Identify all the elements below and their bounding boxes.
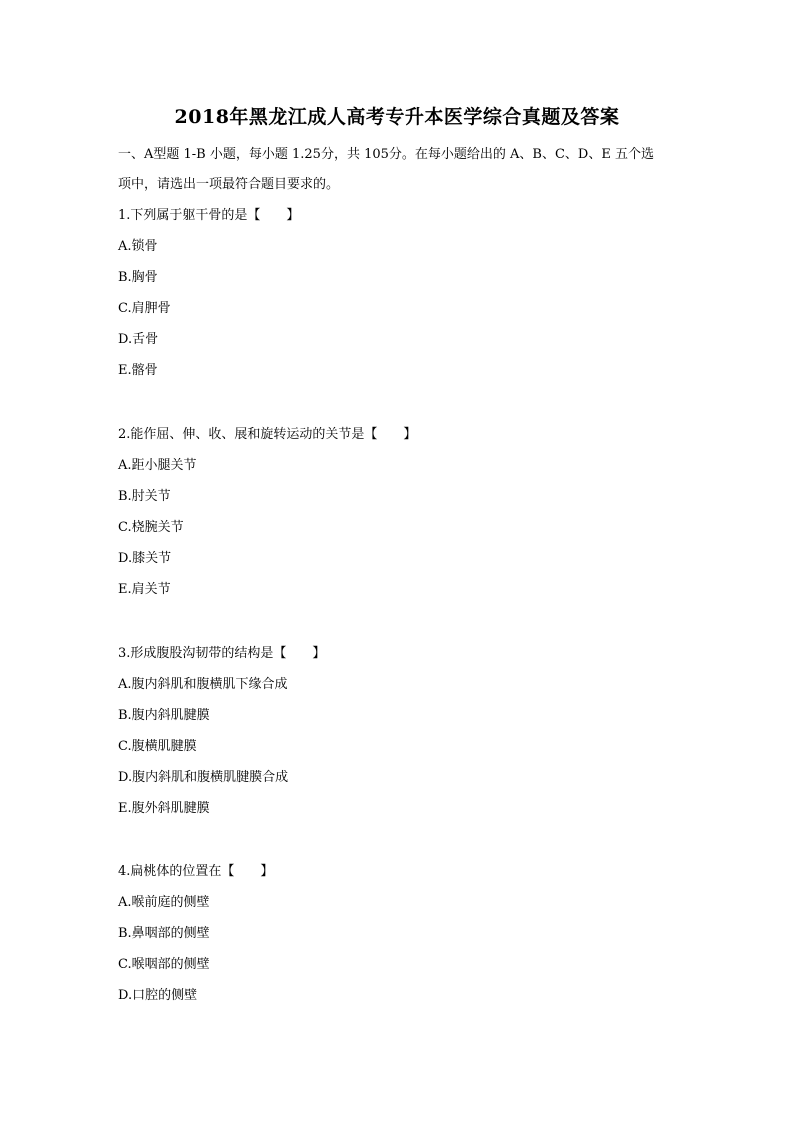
option-b: B.腹内斜肌腱膜 bbox=[118, 708, 210, 723]
question-stem: 3.形成腹股沟韧带的结构是【 】 bbox=[118, 646, 326, 661]
option-b: B.肘关节 bbox=[118, 489, 171, 504]
option-c: C.喉咽部的侧壁 bbox=[118, 957, 210, 972]
option-e: E.腹外斜肌腱膜 bbox=[118, 801, 210, 816]
document-title: 2018年黑龙江成人高考专升本医学综合真题及答案 bbox=[174, 106, 620, 128]
intro-line-2: 项中，请选出一项最符合题目要求的。 bbox=[118, 177, 340, 192]
question-1 bbox=[118, 200, 299, 386]
option-d: D.口腔的侧壁 bbox=[118, 988, 198, 1003]
option-a: A.喉前庭的侧壁 bbox=[118, 895, 210, 910]
option-c: C.腹横肌腱膜 bbox=[118, 739, 197, 754]
option-c: C.桡腕关节 bbox=[118, 520, 184, 535]
option-d: D.腹内斜肌和腹横肌腱膜合成 bbox=[118, 770, 289, 785]
option-e: E.髂骨 bbox=[118, 363, 158, 378]
question-2 bbox=[118, 419, 416, 605]
option-e: E.肩关节 bbox=[118, 582, 171, 597]
option-a: A.腹内斜肌和腹横肌下缘合成 bbox=[118, 677, 288, 692]
option-a: A.距小腿关节 bbox=[118, 458, 197, 473]
option-a: A.锁骨 bbox=[118, 239, 158, 254]
question-stem: 4.扁桃体的位置在【 】 bbox=[118, 864, 274, 879]
option-b: B.胸骨 bbox=[118, 270, 158, 285]
option-b: B.鼻咽部的侧壁 bbox=[118, 926, 210, 941]
intro-line-1: 一、A型题 1-B 小题，每小题 1.25分，共 105分。在每小题给出的 A、B、C、D、E 五个选 bbox=[118, 147, 654, 162]
question-4 bbox=[118, 856, 273, 1011]
option-c: C.肩胛骨 bbox=[118, 301, 171, 316]
option-d: D.膝关节 bbox=[118, 551, 172, 566]
section-intro bbox=[118, 140, 678, 200]
option-d: D.舌骨 bbox=[118, 332, 159, 347]
question-stem: 1.下列属于躯干骨的是【 】 bbox=[118, 208, 300, 223]
question-3 bbox=[118, 638, 325, 824]
question-stem: 2.能作屈、伸、收、展和旋转运动的关节是【 】 bbox=[118, 427, 417, 442]
